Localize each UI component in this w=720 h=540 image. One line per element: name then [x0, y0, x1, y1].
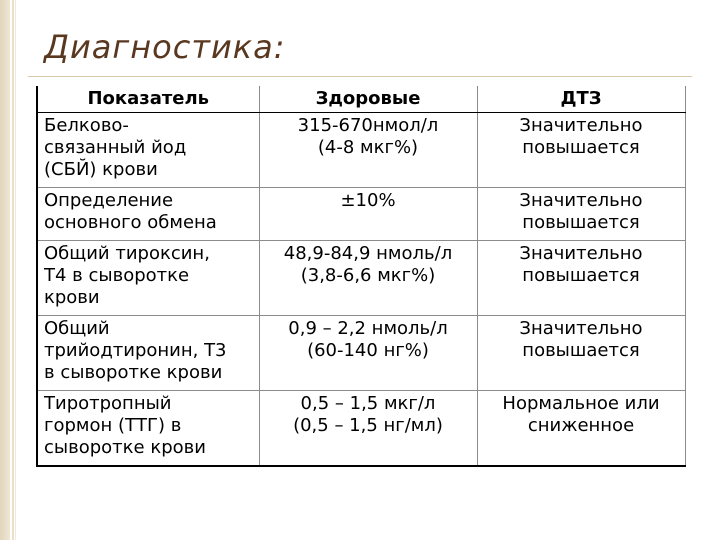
cell-indicator	[37, 391, 259, 467]
table-header-row	[37, 86, 685, 113]
cell-text: Общий	[44, 318, 110, 339]
cell-text: 0,9 – 2,2 нмоль/л	[288, 318, 448, 339]
cell-healthy	[259, 391, 477, 467]
cell-text: сыворотке крови	[44, 437, 206, 458]
cell-text: повышается	[522, 340, 640, 361]
cell-text: трийодтиронин, Т3	[44, 340, 227, 361]
cell-dtz	[477, 391, 685, 467]
cell-text: Нормальное или	[502, 393, 660, 414]
cell-text: повышается	[522, 212, 640, 233]
cell-text: 0,5 – 1,5 мкг/л	[300, 393, 436, 414]
cell-text: (0,5 – 1,5 нг/мл)	[293, 415, 443, 436]
cell-text: повышается	[522, 137, 640, 158]
cell-dtz	[477, 316, 685, 391]
header-dtz: ДТЗ	[477, 86, 685, 113]
cell-text: Тиротропный	[44, 393, 172, 414]
title-divider	[28, 76, 692, 77]
left-decorative-line-thin	[15, 0, 16, 540]
cell-text: (4-8 мкг%)	[317, 137, 419, 158]
table-row	[37, 391, 685, 467]
cell-healthy	[259, 241, 477, 316]
cell-text: крови	[44, 287, 100, 308]
cell-text: Значительно	[519, 318, 643, 339]
cell-text: Значительно	[519, 115, 643, 136]
cell-text: 315-670нмол/л	[297, 115, 439, 136]
cell-text: (60-140 нг%)	[307, 340, 429, 361]
cell-dtz	[477, 241, 685, 316]
table-row	[37, 188, 685, 241]
cell-indicator	[37, 188, 259, 241]
header-indicator: Показатель	[37, 86, 259, 113]
cell-text: ±10%	[340, 190, 396, 211]
cell-text: Определение	[44, 190, 174, 211]
cell-text: (3,8-6,6 мкг%)	[300, 265, 436, 286]
cell-text: Значительно	[519, 190, 643, 211]
cell-text: Значительно	[519, 243, 643, 264]
cell-indicator	[37, 316, 259, 391]
cell-healthy	[259, 188, 477, 241]
table-row	[37, 316, 685, 391]
cell-text: (СБЙ) крови	[44, 159, 158, 180]
cell-dtz	[477, 188, 685, 241]
left-decorative-bar	[0, 0, 10, 540]
diagnostics-table	[36, 86, 686, 467]
cell-text: сниженное	[527, 415, 635, 436]
cell-text: в сыворотке крови	[44, 362, 223, 383]
cell-text: гормон (ТТГ) в	[44, 415, 182, 436]
cell-text: Т4 в сыворотке	[44, 265, 190, 286]
table-row	[37, 113, 685, 188]
cell-text: основного обмена	[44, 212, 217, 233]
cell-indicator	[37, 113, 259, 188]
slide-title: Диагностика:	[44, 28, 286, 66]
cell-healthy	[259, 316, 477, 391]
cell-text: Белково-	[44, 115, 129, 136]
header-healthy: Здоровые	[259, 86, 477, 113]
cell-indicator	[37, 241, 259, 316]
cell-dtz	[477, 113, 685, 188]
cell-healthy	[259, 113, 477, 188]
cell-text: связанный йод	[44, 137, 187, 158]
table-row	[37, 241, 685, 316]
left-decorative-line	[12, 0, 14, 540]
cell-text: повышается	[522, 265, 640, 286]
cell-text: Общий тироксин,	[44, 243, 210, 264]
cell-text: 48,9-84,9 нмоль/л	[283, 243, 453, 264]
